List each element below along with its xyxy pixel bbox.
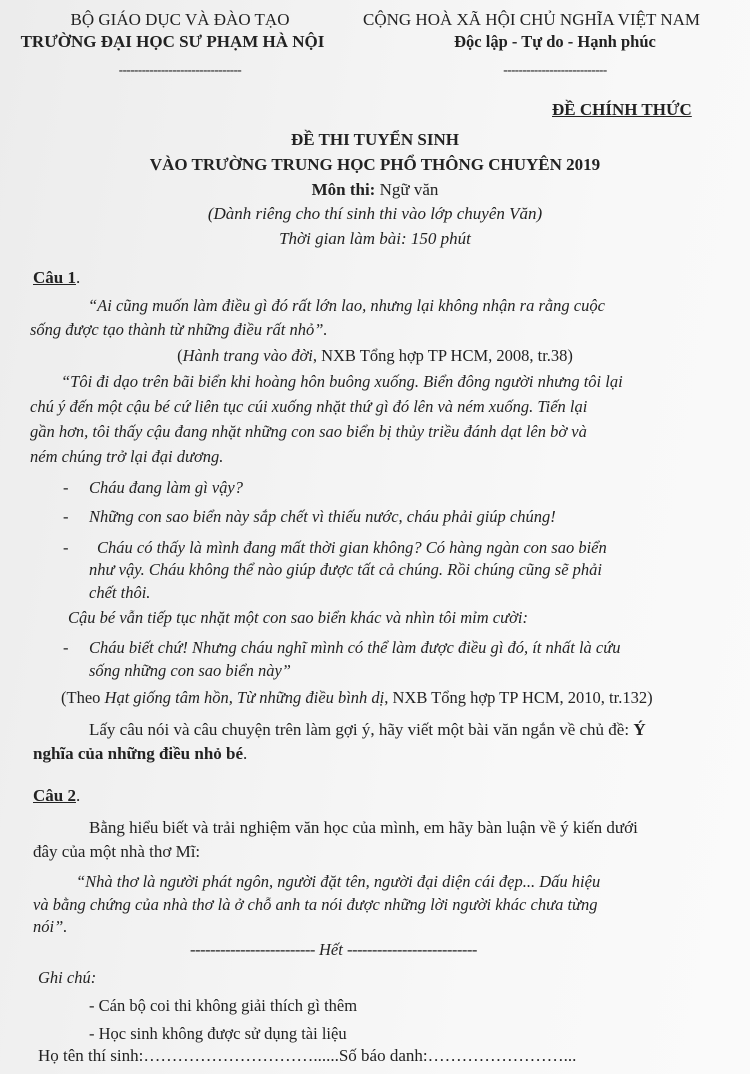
source-2-rest: , NXB Tổng hợp TP HCM, 2010, tr.132) bbox=[384, 688, 653, 707]
question-1-suffix: . bbox=[75, 268, 81, 287]
exam-subtitle: VÀO TRƯỜNG TRUNG HỌC PHỔ THÔNG CHUYÊN 2019 bbox=[149, 155, 601, 174]
task-1-text: Lấy câu nói và câu chuyện trên làm gợi ý, hãy viết một bài văn ngắn về chủ đề: bbox=[89, 720, 634, 739]
task-1-line-1 bbox=[89, 720, 646, 740]
source-1-open: ( bbox=[177, 346, 183, 365]
narration: Cậu bé vẫn tiếp tục nhặt một con sao biển khác và nhìn tôi mỉm cười: bbox=[68, 608, 529, 627]
dialogue-1-text: Cháu đang làm gì vậy? bbox=[89, 478, 243, 497]
task-1-line-2 bbox=[33, 744, 247, 764]
final-reply-line-1: Cháu biết chứ! Nhưng cháu nghĩ mình có thể làm được điều gì đó, ít nhất là cứu bbox=[89, 638, 621, 657]
candidate-name-field: …………………………...... bbox=[143, 1046, 339, 1065]
university-name: TRƯỜNG ĐẠI HỌC SƯ PHẠM HÀ NỘI bbox=[20, 32, 325, 51]
subject-label: Môn thi: bbox=[311, 180, 376, 199]
source-2 bbox=[61, 688, 653, 708]
task-1-topic-start: Ý bbox=[633, 720, 646, 739]
end-marker-text: Hết bbox=[319, 940, 343, 959]
header-right-divider: --------------------------- bbox=[503, 62, 607, 77]
quote-1-line-1: “Ai cũng muốn làm điều gì đó rất lớn lao, nhưng lại không nhận ra rằng cuộc bbox=[88, 296, 605, 315]
notes-label: Ghi chú: bbox=[38, 968, 97, 987]
subject-value: Ngữ văn bbox=[379, 180, 439, 199]
end-marker bbox=[190, 940, 477, 960]
dialogue-2-bullet: - bbox=[63, 507, 69, 526]
dialogue-1-bullet: - bbox=[63, 478, 69, 497]
question-1-heading bbox=[33, 268, 80, 288]
task-1-topic: nghĩa của những điều nhỏ bé bbox=[33, 744, 244, 763]
quote-2-line-1: “Nhà thơ là người phát ngôn, người đặt tên, người đại diện cái đẹp... Dấu hiệu bbox=[76, 872, 601, 891]
national-motto: Độc lập - Tự do - Hạnh phúc bbox=[454, 32, 656, 51]
country-name: CỘNG HOÀ XÃ HỘI CHỦ NGHĨA VIỆT NAM bbox=[363, 10, 701, 29]
source-2-title: Hạt giống tâm hồn, Từ những điều bình dị bbox=[104, 688, 385, 707]
source-1-rest: , NXB Tổng hợp TP HCM, 2008, tr.38) bbox=[312, 346, 573, 365]
ministry-name: BỘ GIÁO DỤC VÀ ĐÀO TẠO bbox=[70, 10, 290, 29]
final-reply-bullet: - bbox=[63, 638, 69, 657]
story-line-1: “Tôi đi dạo trên bãi biển khi hoàng hôn buông xuống. Biển đông người nhưng tôi lại bbox=[61, 372, 623, 391]
exam-duration: Thời gian làm bài: 150 phút bbox=[279, 229, 471, 248]
quote-1-line-2: sống được tạo thành từ những điều rất nhỏ”. bbox=[30, 320, 328, 339]
question-2-heading bbox=[33, 786, 80, 806]
end-marker-right-dashes: -------------------------- bbox=[346, 940, 477, 959]
dialogue-3-line-1: Cháu có thấy là mình đang mất thời gian không? Có hàng ngàn con sao biển bbox=[97, 538, 607, 557]
note-2: - Học sinh không được sử dụng tài liệu bbox=[89, 1024, 347, 1043]
dialogue-3-line-2: như vậy. Cháu không thể nào giúp được tất cả chúng. Rồi chúng cũng sẽ phải bbox=[89, 560, 603, 579]
candidate-id-field: ……………………... bbox=[427, 1046, 577, 1065]
prompt-2-line-2: đây của một nhà thơ Mĩ: bbox=[33, 842, 201, 861]
candidate-id-label: Số báo danh: bbox=[338, 1046, 428, 1065]
question-1-label: Câu 1 bbox=[33, 268, 76, 287]
story-line-2: chú ý đến một cậu bé cứ liên tục cúi xuống nhặt thứ gì đó lên và ném xuống. Tiến lại bbox=[30, 397, 588, 416]
header-left-divider: -------------------------------- bbox=[118, 62, 242, 77]
end-marker-left-dashes: ------------------------- bbox=[190, 940, 315, 959]
story-line-3: gần hơn, tôi thấy cậu đang nhặt những con sao biển bị thủy triều đánh dạt lên bờ và bbox=[30, 422, 587, 441]
note-1: - Cán bộ coi thi không giải thích gì thêm bbox=[89, 996, 358, 1015]
candidate-info-line bbox=[38, 1046, 576, 1066]
dialogue-2-text: Những con sao biển này sắp chết vì thiếu nước, cháu phải giúp chúng! bbox=[89, 507, 556, 526]
question-2-suffix: . bbox=[75, 786, 81, 805]
exam-note: (Dành riêng cho thí sinh thi vào lớp chuyên Văn) bbox=[207, 204, 543, 223]
source-1 bbox=[0, 346, 750, 366]
source-1-title: Hành trang vào đời bbox=[182, 346, 313, 365]
story-line-4: ném chúng trở lại đại dương. bbox=[30, 447, 224, 466]
dialogue-3-line-3: chết thôi. bbox=[89, 583, 151, 602]
exam-title: ĐỀ THI TUYỂN SINH bbox=[290, 130, 459, 149]
subject-line bbox=[0, 180, 750, 200]
source-2-open: (Theo bbox=[61, 688, 105, 707]
dialogue-3-bullet: - bbox=[63, 538, 69, 557]
task-1-end: . bbox=[243, 744, 248, 763]
candidate-name-label: Họ tên thí sinh: bbox=[38, 1046, 144, 1065]
prompt-2-line-1: Bằng hiểu biết và trải nghiệm văn học của mình, em hãy bàn luận về ý kiến dưới bbox=[89, 818, 638, 837]
quote-2-line-3: nói”. bbox=[33, 917, 68, 936]
official-label: ĐỀ CHÍNH THỨC bbox=[552, 100, 692, 119]
quote-2-line-2: và bằng chứng của nhà thơ là ở chỗ anh ta nói được những lời người khác chưa từng bbox=[33, 895, 598, 914]
final-reply-line-2: sống những con sao biển này” bbox=[89, 661, 291, 680]
question-2-label: Câu 2 bbox=[33, 786, 76, 805]
